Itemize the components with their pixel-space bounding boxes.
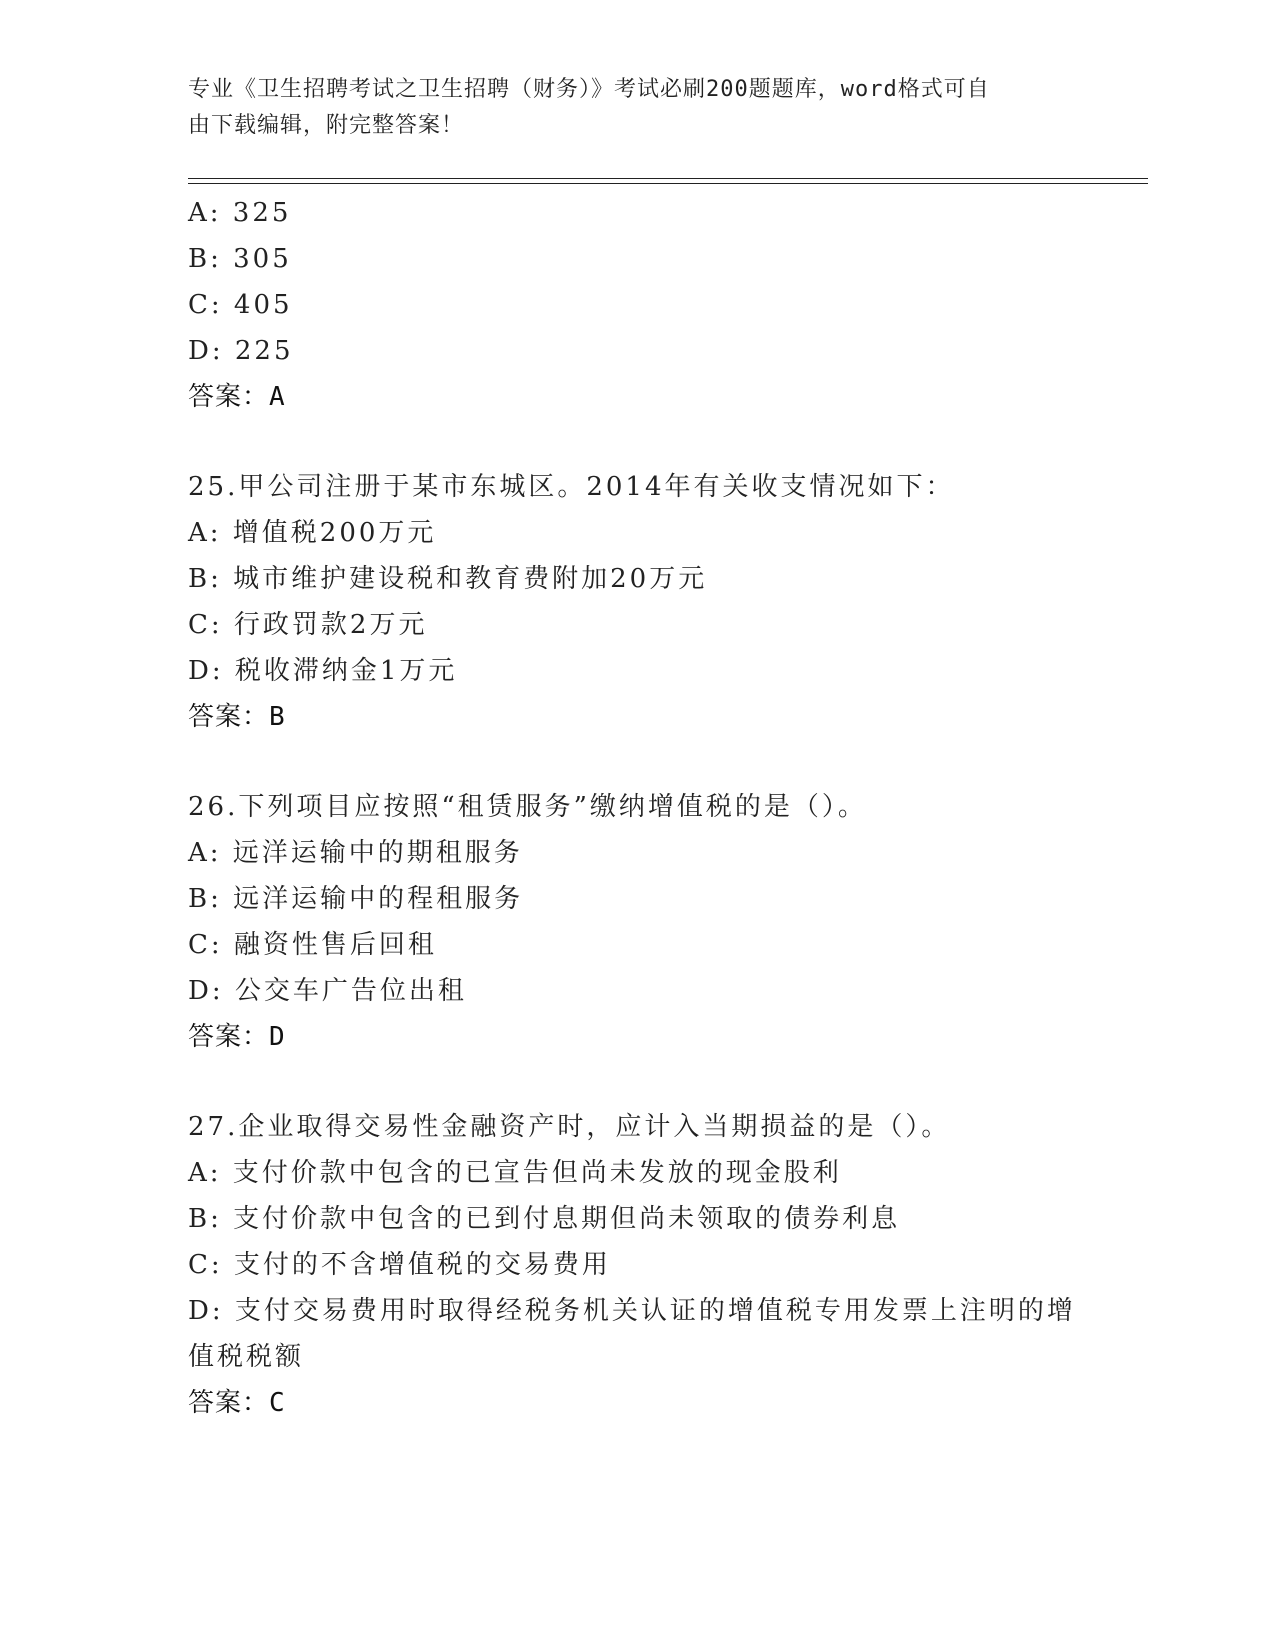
option-d: D: 225 (188, 336, 294, 366)
option-c: C: 405 (188, 290, 293, 320)
document-header (188, 72, 1068, 144)
header-divider-bottom (188, 183, 1148, 184)
answer-value: B (269, 702, 286, 732)
question-text: 27.企业取得交易性金融资产时，应计入当期损益的是（）。 (188, 1112, 951, 1142)
answer-label: 答案： (188, 1022, 270, 1052)
question-text: 26.下列项目应按照“租赁服务”缴纳增值税的是（）。 (188, 792, 867, 822)
answer-label: 答案： (188, 702, 270, 732)
answer-value: A (269, 382, 286, 412)
option-a: A: 325 (188, 198, 292, 228)
option-b: B: 远洋运输中的程租服务 (188, 884, 524, 914)
answer-label: 答案： (188, 382, 270, 412)
question-list (188, 190, 1088, 1470)
option-a: A: 增值税200万元 (188, 518, 437, 548)
option-d: D: 税收滞纳金1万元 (188, 656, 458, 686)
answer-label: 答案： (188, 1388, 270, 1418)
answer-line (188, 374, 1088, 420)
option-d: D: 公交车广告位出租 (188, 976, 467, 1006)
answer-line (188, 1380, 1088, 1426)
question-block (188, 190, 1088, 420)
option-a: A: 远洋运输中的期租服务 (188, 838, 523, 868)
header-divider-top (188, 178, 1148, 179)
answer-line (188, 694, 1088, 740)
option-c: C: 行政罚款2万元 (188, 610, 428, 640)
header-line-1: 专业《卫生招聘考试之卫生招聘（财务）》考试必刷200题题库，word格式可自 (188, 77, 990, 102)
option-d: D: 支付交易费用时取得经税务机关认证的增值税专用发票上注明的增值税税额 (188, 1296, 1076, 1372)
question-block (188, 464, 1088, 740)
option-a: A: 支付价款中包含的已宣告但尚未发放的现金股利 (188, 1158, 842, 1188)
question-text: 25.甲公司注册于某市东城区。2014年有关收支情况如下： (188, 472, 955, 502)
option-b: B: 城市维护建设税和教育费附加20万元 (188, 564, 708, 594)
option-b: B: 305 (188, 244, 292, 274)
answer-value: C (269, 1388, 286, 1418)
option-c: C: 支付的不含增值税的交易费用 (188, 1250, 611, 1280)
question-block (188, 784, 1088, 1060)
option-b: B: 支付价款中包含的已到付息期但尚未领取的债券利息 (188, 1204, 901, 1234)
option-c: C: 融资性售后回租 (188, 930, 437, 960)
answer-line (188, 1014, 1088, 1060)
answer-value: D (269, 1022, 286, 1052)
question-block (188, 1104, 1088, 1426)
header-line-2: 由下载编辑，附完整答案！ (188, 113, 465, 138)
